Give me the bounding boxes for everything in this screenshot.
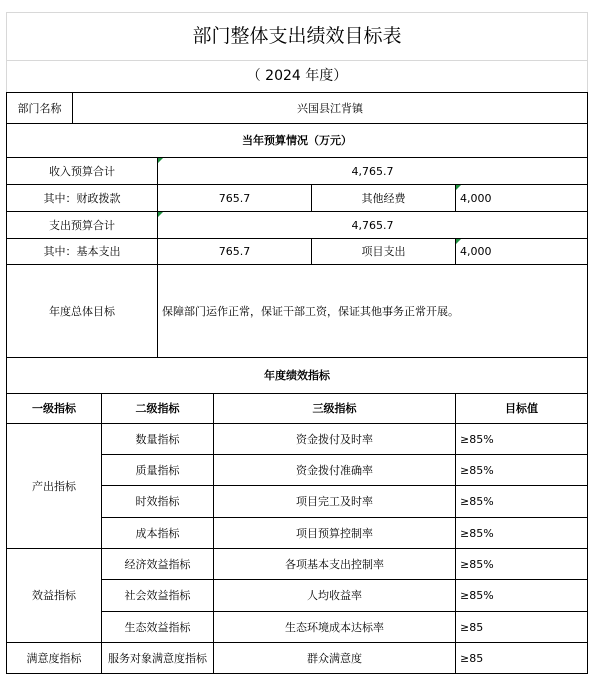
- other-funds-label: 其他经费: [361, 191, 406, 205]
- income-total-value: 4,765.7: [351, 164, 394, 178]
- level2-cell: 社会效益指标: [124, 589, 191, 602]
- indicator-section-title: 年度绩效指标: [264, 369, 330, 382]
- level2-cell: 成本指标: [135, 526, 180, 540]
- annual-goal-label: 年度总体目标: [49, 304, 115, 318]
- gridline: [6, 60, 588, 61]
- level3-cell: 项目预算控制率: [296, 526, 373, 540]
- green-corner-marker: [158, 158, 163, 163]
- target-cell: ≥85%: [460, 589, 494, 602]
- level2-cell: 时效指标: [135, 495, 180, 508]
- annual-goal-text: 保障部门运作正常，保证干部工资，保证其他事务正常开展。: [162, 304, 459, 318]
- level1-output: 产出指标: [32, 479, 76, 493]
- project-expense-label: 项目支出: [361, 245, 406, 258]
- level2-cell: 生态效益指标: [124, 620, 191, 634]
- level3-cell: 群众满意度: [307, 651, 362, 665]
- fin-allocation-value: 765.7: [218, 191, 251, 205]
- other-funds-value: 4,000: [460, 191, 492, 205]
- header-level1: 一级指标: [32, 402, 76, 415]
- level3-cell: 人均收益率: [307, 589, 362, 602]
- level1-benefit: 效益指标: [32, 589, 76, 602]
- green-corner-marker: [158, 212, 163, 217]
- level1-satisfaction: 满意度指标: [26, 651, 82, 665]
- dept-value: 兴国县江背镇: [297, 101, 363, 115]
- level3-cell: 资金拨付及时率: [296, 432, 373, 446]
- basic-expense-label: 其中：基本支出: [43, 245, 121, 258]
- project-expense-value: 4,000: [460, 245, 492, 258]
- level2-cell: 服务对象满意度指标: [108, 651, 207, 665]
- income-total-label: 收入预算合计: [49, 164, 115, 178]
- green-corner-marker: [456, 185, 461, 190]
- target-cell: ≥85: [460, 620, 484, 634]
- basic-expense-value: 765.7: [218, 245, 251, 258]
- budget-section-title: 当年预算情况（万元）: [242, 134, 352, 147]
- target-cell: ≥85%: [460, 526, 494, 540]
- header-level2: 二级指标: [135, 402, 180, 415]
- level2-cell: 数量指标: [135, 432, 180, 446]
- target-cell: ≥85%: [460, 463, 494, 477]
- fin-allocation-label: 其中：财政拨款: [43, 191, 121, 205]
- level2-cell: 质量指标: [135, 463, 180, 477]
- level2-cell: 经济效益指标: [124, 557, 191, 571]
- green-corner-marker: [456, 239, 461, 244]
- target-cell: ≥85%: [460, 557, 494, 571]
- header-target: 目标值: [505, 402, 538, 415]
- year-line: （ 2024 年度）: [246, 67, 348, 84]
- level3-cell: 资金拨付准确率: [296, 463, 373, 477]
- level3-cell: 生态环境成本达标率: [285, 620, 384, 634]
- target-cell: ≥85%: [460, 495, 494, 508]
- expense-total-label: 支出预算合计: [49, 218, 115, 232]
- target-cell: ≥85%: [460, 432, 494, 446]
- expense-total-value: 4,765.7: [351, 218, 394, 232]
- level3-cell: 项目完工及时率: [296, 495, 373, 508]
- page-title: 部门整体支出绩效目标表: [192, 24, 402, 47]
- level3-cell: 各项基本支出控制率: [285, 557, 384, 571]
- header-level3: 三级指标: [312, 402, 357, 415]
- dept-label: 部门名称: [17, 101, 62, 115]
- target-cell: ≥85: [460, 651, 484, 665]
